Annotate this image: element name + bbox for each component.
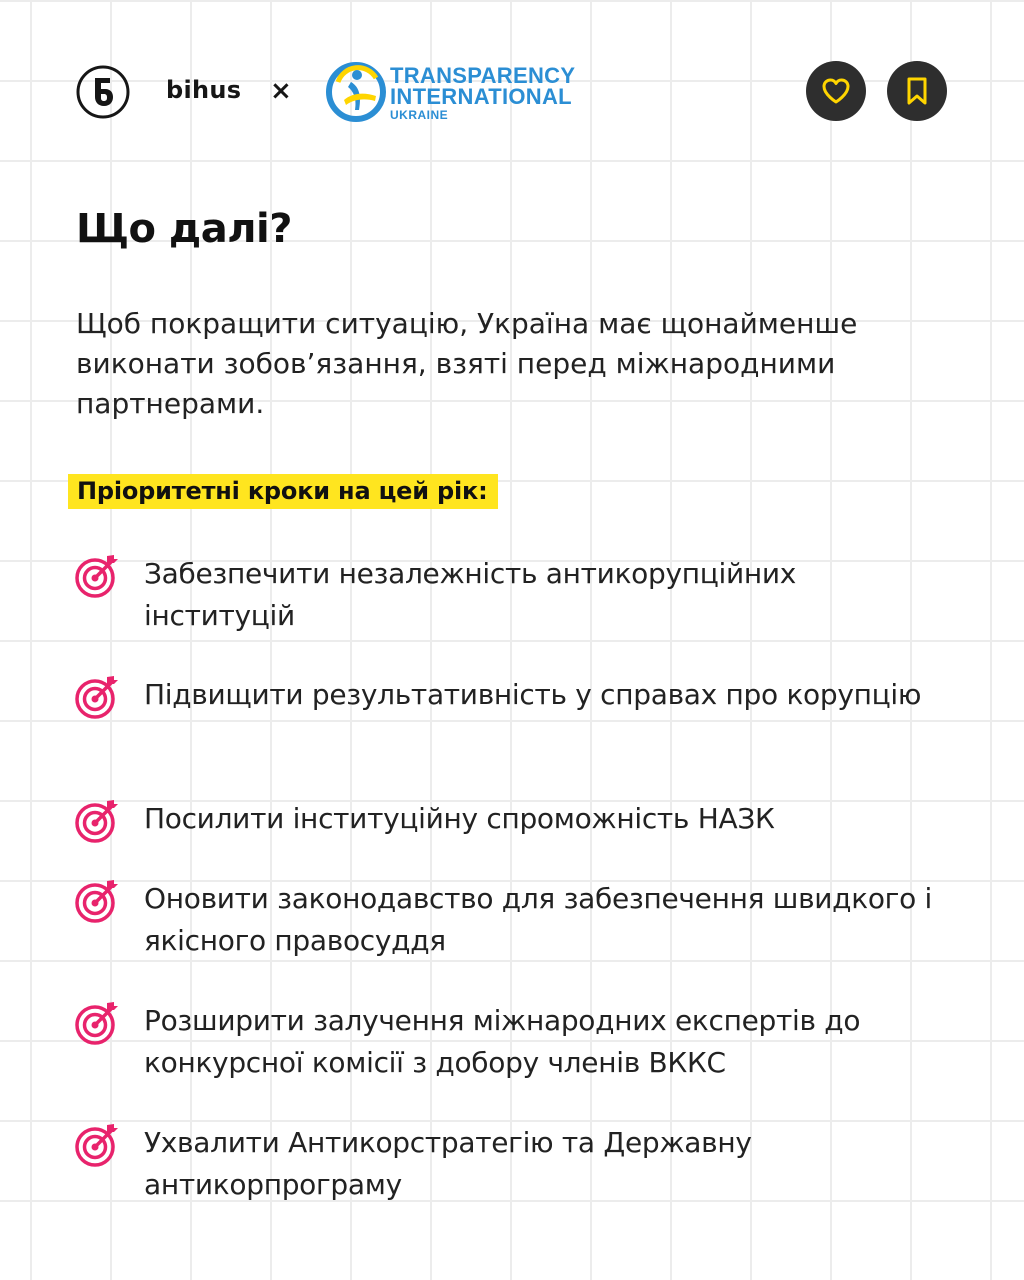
bihus-name: bihus (166, 76, 242, 104)
step-text: Розширити залучення міжнародних експертів до конкурсної комісії з добору членів ВККС (144, 1004, 861, 1079)
target-icon (74, 1000, 120, 1046)
page-title: Що далі? (76, 206, 292, 252)
target-icon (74, 674, 120, 720)
bookmark-icon (905, 76, 929, 106)
target-icon (74, 878, 120, 924)
target-icon (74, 1122, 120, 1168)
ti-line-1: TRANSPARENCY (390, 63, 576, 88)
transparency-international-ukraine-logo (326, 60, 596, 124)
ti-line-2: INTERNATIONAL (390, 84, 572, 109)
ti-line-3: UKRAINE (390, 108, 449, 122)
target-icon (74, 553, 120, 599)
bihus-logo (76, 60, 130, 124)
target-icon (74, 798, 120, 844)
step-text: Підвищити результативність у справах про корупцію (144, 678, 922, 711)
step-text: Забезпечити незалежність антикорупційних інституцій (144, 557, 797, 632)
priority-steps-heading: Пріоритетні кроки на цей рік: (68, 474, 498, 509)
header (0, 0, 1024, 180)
intro-paragraph: Щоб покращити ситуацію, Україна має щонайменше виконати зобов’язання, взяті перед міжнародними партнерами. (76, 307, 858, 420)
heart-icon (821, 77, 851, 105)
like-button[interactable] (806, 61, 866, 121)
step-text: Ухвалити Антикорстратегію та Державну антикорпрограму (144, 1126, 752, 1201)
step-text: Оновити законодавство для забезпечення швидкого і якісного правосуддя (144, 882, 933, 957)
bookmark-button[interactable] (887, 61, 947, 121)
times-sign: × (270, 76, 292, 106)
step-text: Посилити інституційну спроможність НАЗК (144, 802, 775, 835)
